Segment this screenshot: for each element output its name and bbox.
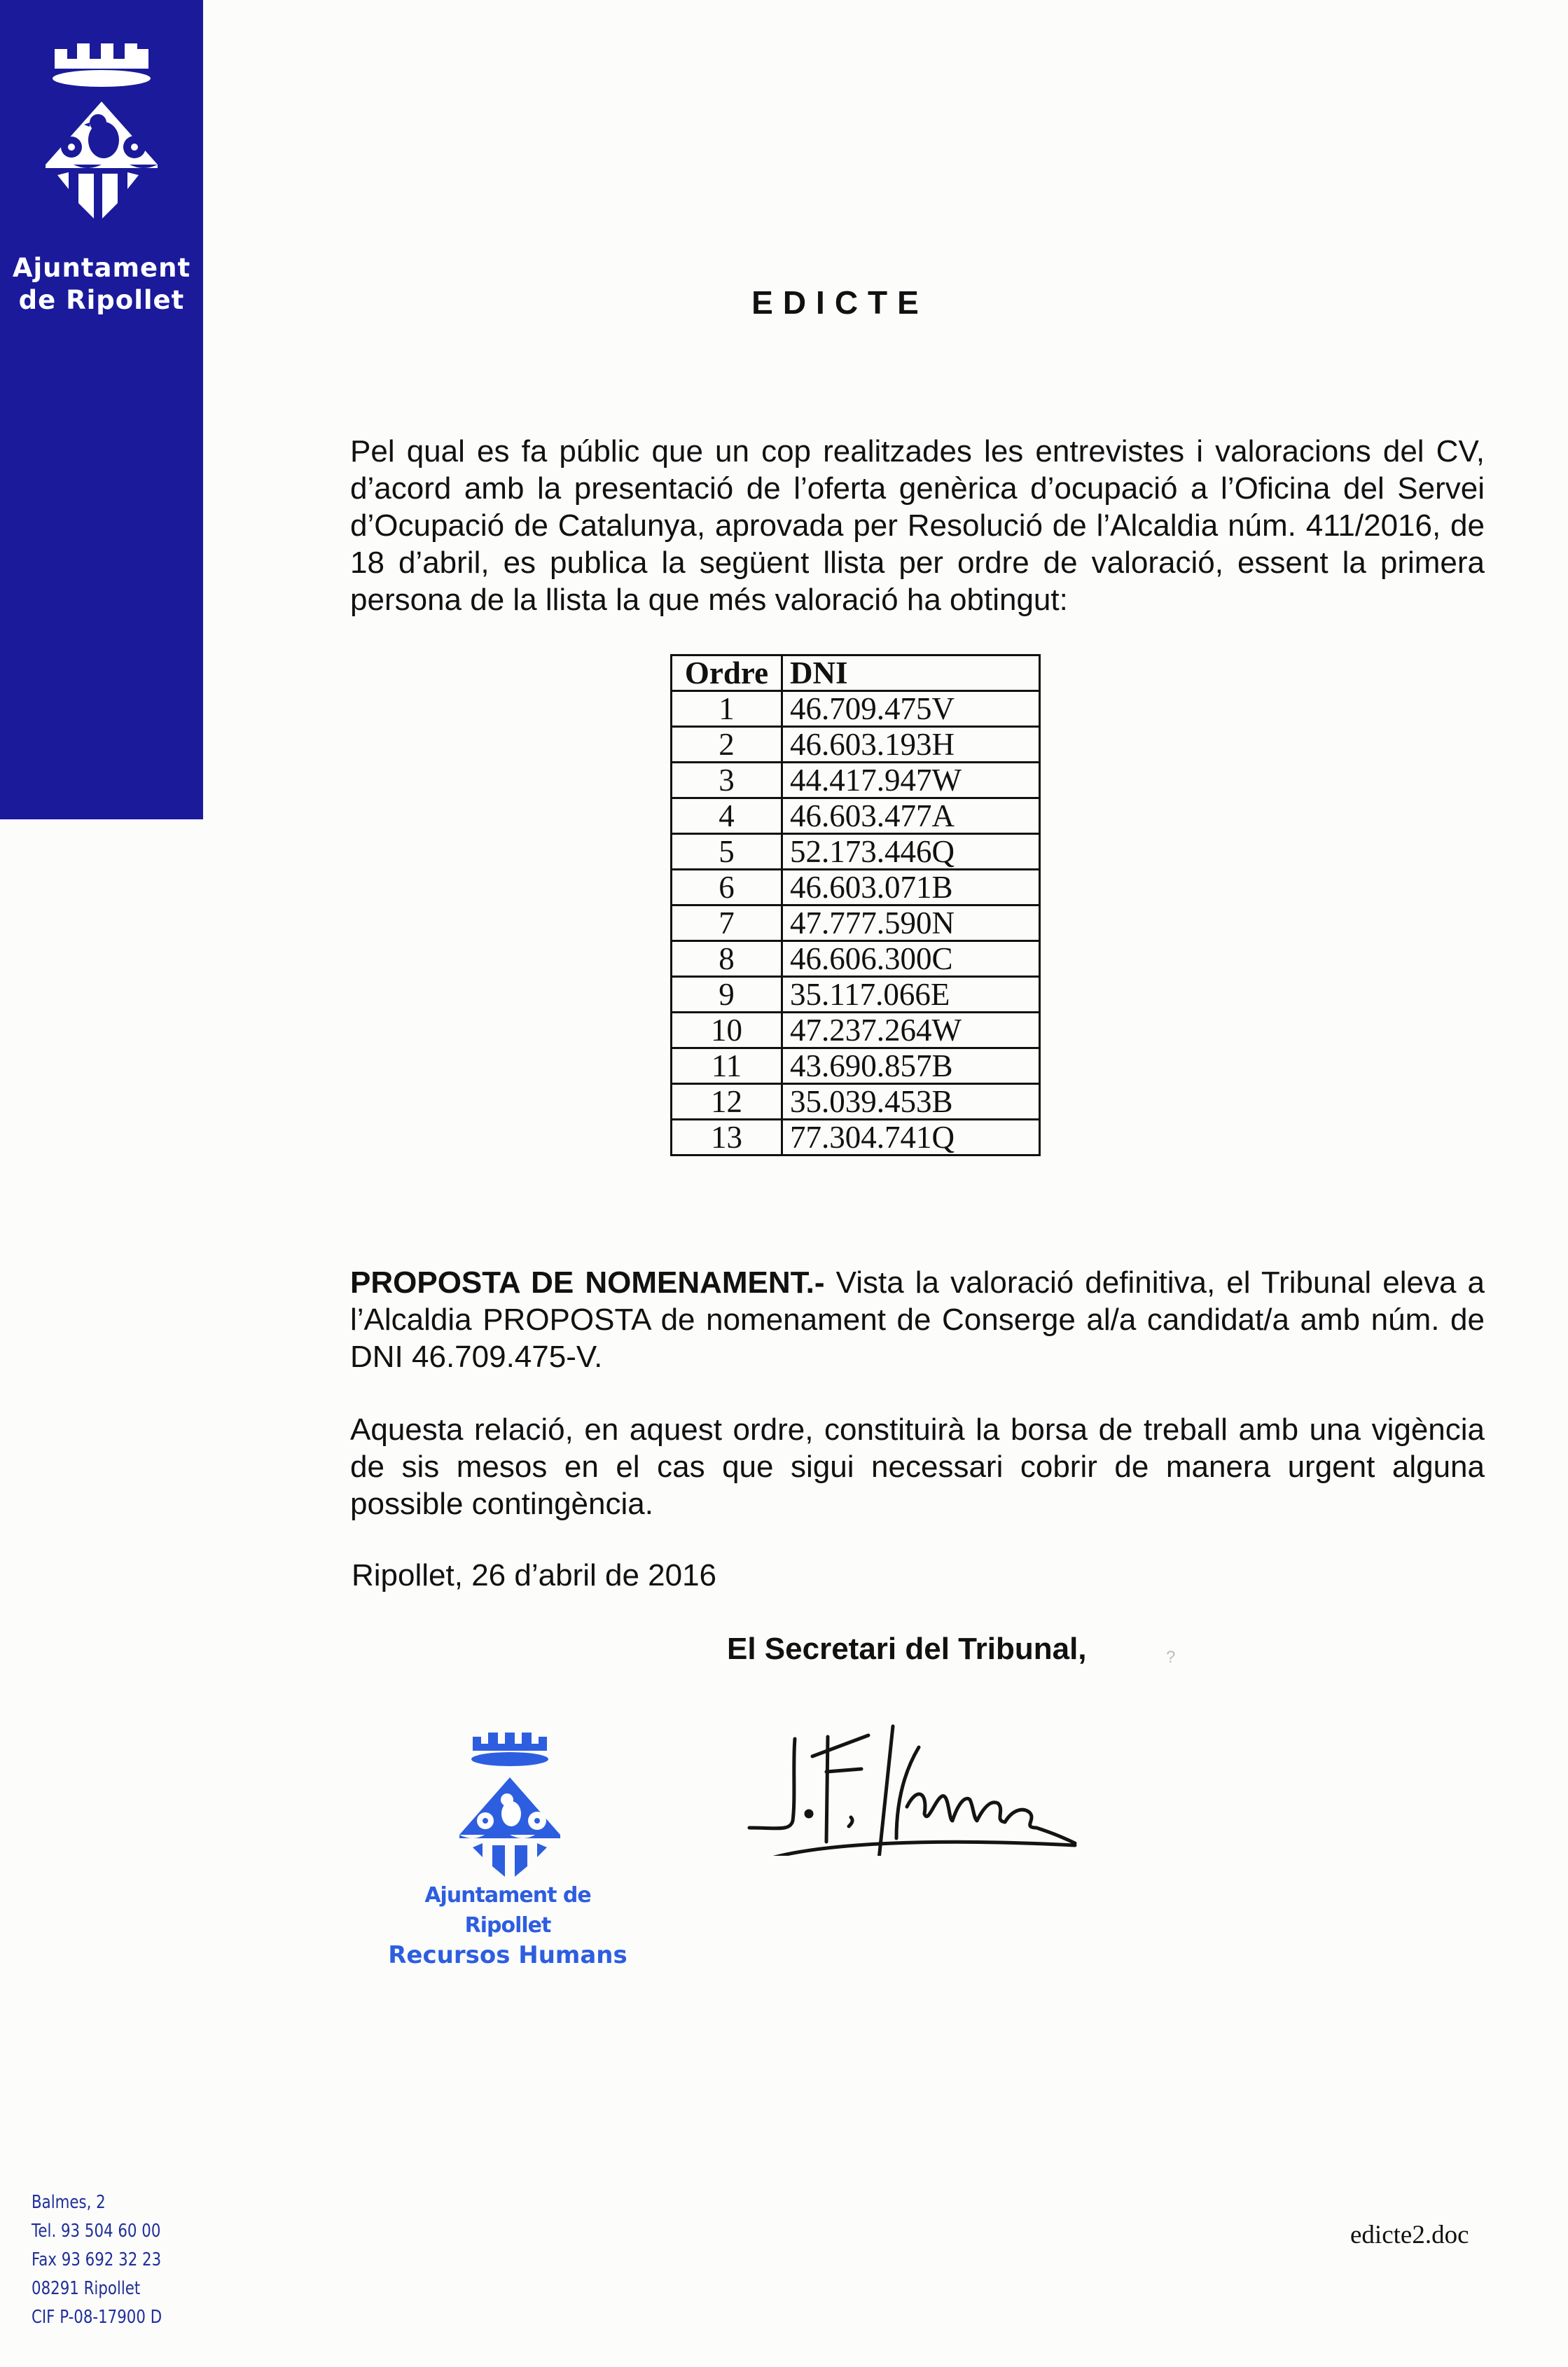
cell-dni: 47.237.264W: [782, 1013, 1040, 1048]
table-row: [672, 977, 1040, 1013]
footer-address-block: [32, 2188, 162, 2332]
org-name-line2: de Ripollet: [18, 285, 185, 315]
footer-fax: Fax 93 692 32 23: [32, 2249, 162, 2270]
cell-dni: 46.603.477A: [782, 798, 1040, 834]
cell-ordre: 10: [672, 1013, 782, 1048]
letterhead-band: [0, 0, 203, 819]
cell-ordre: 3: [672, 763, 782, 798]
cell-dni: 52.173.446Q: [782, 834, 1040, 870]
table-row: [672, 1084, 1040, 1120]
cell-ordre: 13: [672, 1120, 782, 1155]
coat-of-arms-icon: [28, 35, 175, 245]
cell-dni: 43.690.857B: [782, 1048, 1040, 1084]
cell-ordre: 5: [672, 834, 782, 870]
cell-ordre: 9: [672, 977, 782, 1013]
ranking-table-body: [672, 691, 1040, 1155]
table-row: [672, 763, 1040, 798]
stamp-line2: Recursos Humans: [388, 1941, 627, 1969]
cell-ordre: 12: [672, 1084, 782, 1120]
table-row: [672, 1013, 1040, 1048]
document-title-text: EDICTE: [751, 284, 929, 321]
cell-ordre: 1: [672, 691, 782, 727]
table-row: [672, 691, 1040, 727]
column-header-ordre: Ordre: [672, 655, 782, 691]
cell-dni: 46.603.193H: [782, 727, 1040, 763]
footer-cif: CIF P-08-17900 D: [32, 2307, 162, 2328]
cell-dni: 46.606.300C: [782, 941, 1040, 977]
table-row: [672, 727, 1040, 763]
coat-of-arms-stamp-icon: [452, 1730, 571, 1877]
cell-dni: 47.777.590N: [782, 905, 1040, 941]
table-row: [672, 905, 1040, 941]
cell-ordre: 6: [672, 870, 782, 905]
proposal-heading: PROPOSTA DE NOMENAMENT.-: [350, 1265, 825, 1300]
proposal-text: Vista la valoració definitiva, el Tribunal eleva a l’Alcaldia PROPOSTA de nomenament de Conserge al/a candidat/a amb núm. de DNI 46.709.475-V.: [350, 1265, 1485, 1374]
footer-tel: Tel. 93 504 60 00: [32, 2221, 161, 2242]
pencil-mark: ?: [1166, 1648, 1176, 1667]
table-row: [672, 941, 1040, 977]
stamp-text: [385, 1880, 630, 1971]
cell-ordre: 4: [672, 798, 782, 834]
table-row: [672, 834, 1040, 870]
stamp-line1: Ajuntament de Ripollet: [424, 1883, 591, 1938]
cell-dni: 77.304.741Q: [782, 1120, 1040, 1155]
footer-city: 08291 Ripollet: [32, 2278, 141, 2299]
place-date: Ripollet, 26 d’abril de 2016: [352, 1558, 717, 1592]
proposal-paragraph: [350, 1264, 1485, 1375]
cell-dni: 35.117.066E: [782, 977, 1040, 1013]
table-row: [672, 1120, 1040, 1155]
handwritten-signature: [728, 1695, 1247, 1856]
document-title: [0, 284, 1568, 321]
column-header-dni: DNI: [782, 655, 1040, 691]
relation-paragraph: Aquesta relació, en aquest ordre, constituirà la borsa de treball amb una vigència de sis mesos en el cas que sigui necessari cobrir de manera urgent alguna possible contingència.: [350, 1412, 1485, 1521]
cell-ordre: 11: [672, 1048, 782, 1084]
org-name-line1: Ajuntament: [12, 253, 191, 283]
table-row: [672, 870, 1040, 905]
footer-address: Balmes, 2: [32, 2192, 106, 2213]
ranking-table: [670, 654, 1041, 1156]
cell-dni: 46.603.071B: [782, 870, 1040, 905]
hr-stamp: [385, 1730, 630, 1969]
cell-dni: 44.417.947W: [782, 763, 1040, 798]
cell-dni: 35.039.453B: [782, 1084, 1040, 1120]
footer-filename: edicte2.doc: [1350, 2221, 1469, 2249]
cell-ordre: 7: [672, 905, 782, 941]
cell-dni: 46.709.475V: [782, 691, 1040, 727]
intro-paragraph: Pel qual es fa públic que un cop realitzades les entrevistes i valoracions del CV, d’acord amb la presentació de l’oferta genèrica d’ocupació a l’Oficina del Servei d’Ocupació de Catalunya, aprovada per Resolució de l’Alcaldia núm. 411/2016, de 18 d’abril, es publica la següent llista per ordre de valoració, essent la primera persona de la llista la que més valoració ha obtingut:: [350, 434, 1485, 617]
table-row: [672, 1048, 1040, 1084]
signer-title: El Secretari del Tribunal,: [727, 1632, 1087, 1666]
cell-ordre: 2: [672, 727, 782, 763]
cell-ordre: 8: [672, 941, 782, 977]
table-header-row: [672, 655, 1040, 691]
table-row: [672, 798, 1040, 834]
